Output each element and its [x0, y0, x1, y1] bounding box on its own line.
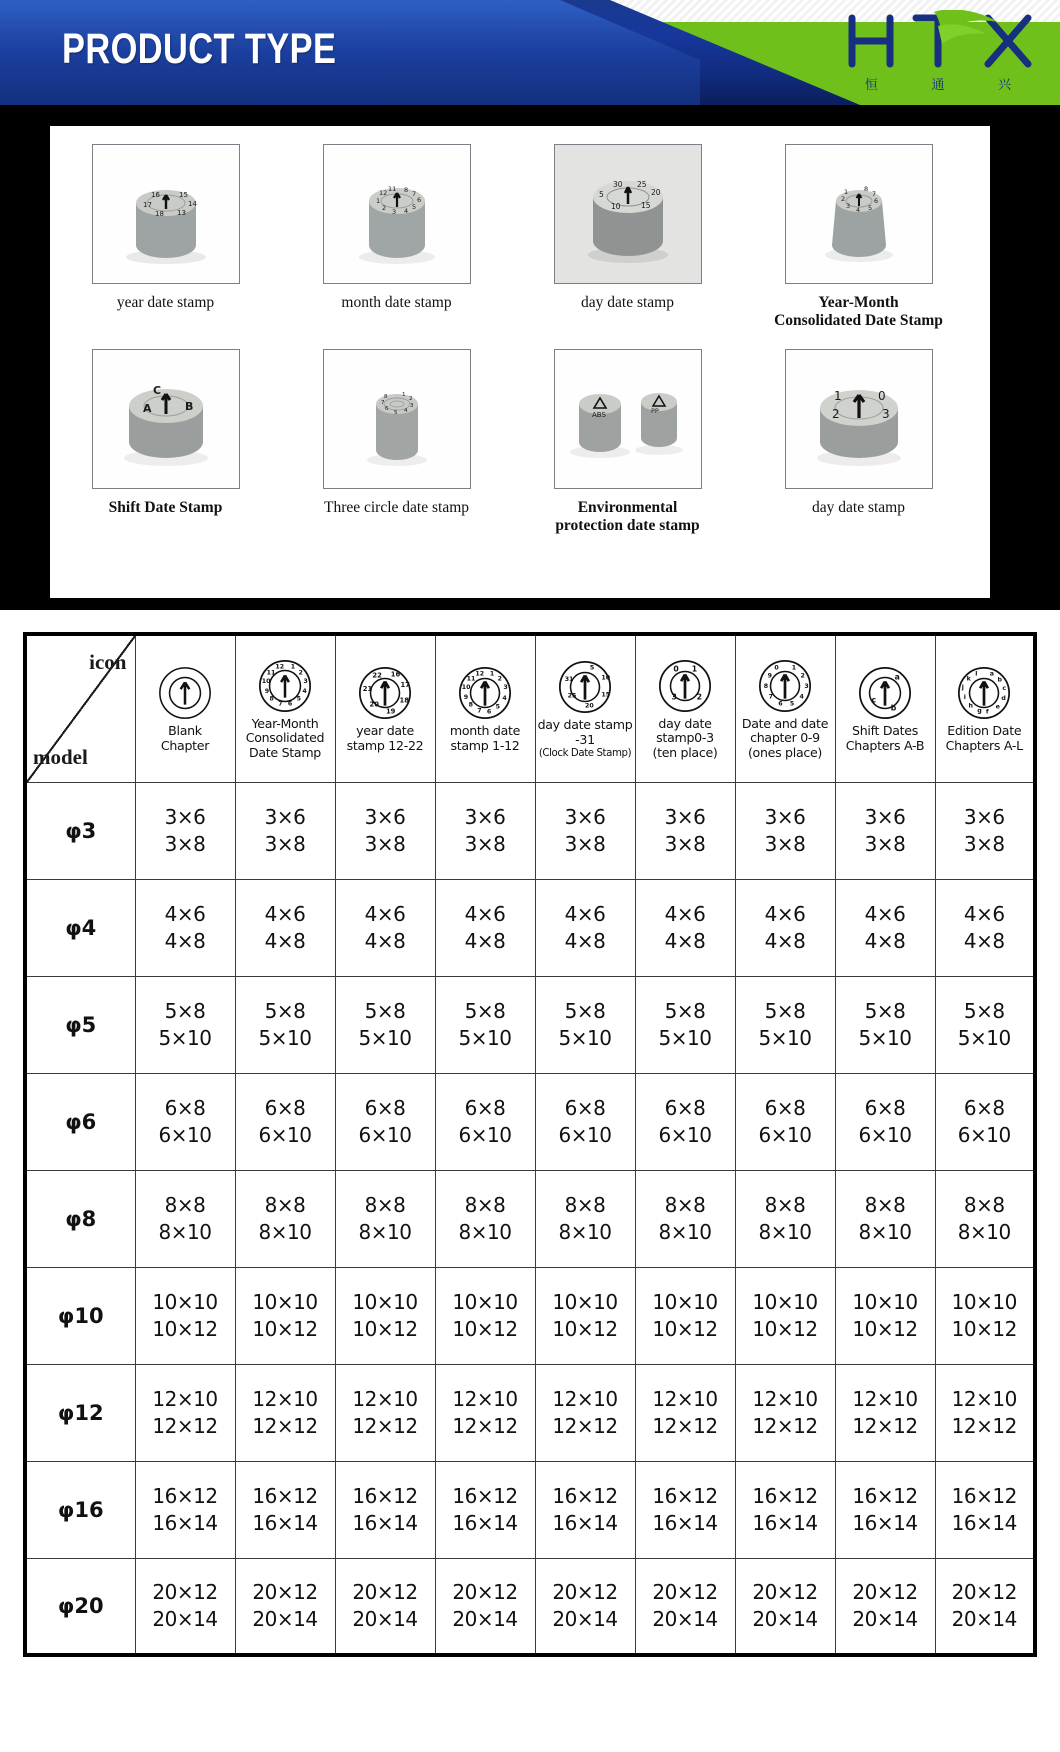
svg-text:8: 8 [468, 701, 473, 709]
svg-text:10: 10 [601, 674, 611, 682]
table-row [25, 1364, 1035, 1461]
size-value-cell: 16×12 16×14 [535, 1461, 635, 1558]
size-value-cell: 16×12 16×14 [435, 1461, 535, 1558]
svg-text:a: a [990, 670, 995, 678]
size-value-cell: 3×6 3×8 [535, 782, 635, 879]
svg-text:k: k [966, 675, 972, 683]
svg-text:d: d [1001, 694, 1007, 702]
size-value-cell: 6×8 6×10 [535, 1073, 635, 1170]
model-label-cell: φ3 [25, 782, 135, 879]
svg-text:4: 4 [403, 207, 408, 215]
size-value-cell: 12×10 12×12 [835, 1364, 935, 1461]
column-header-label: day date stamp0-3 (ten place) [652, 715, 718, 761]
svg-text:15: 15 [601, 691, 611, 699]
svg-text:l: l [975, 670, 978, 678]
size-value-cell: 3×6 3×8 [335, 782, 435, 879]
svg-text:6: 6 [416, 196, 421, 204]
svg-text:15: 15 [640, 201, 651, 210]
month-date-stamp-photo [323, 144, 471, 284]
svg-text:c: c [871, 695, 877, 705]
day-date-stamp-photo-2 [785, 349, 933, 489]
svg-text:17: 17 [400, 681, 410, 690]
year-date-stamp-12-22-icon [356, 664, 414, 722]
svg-text:7: 7 [411, 190, 416, 198]
svg-text:6: 6 [873, 197, 878, 205]
svg-text:9: 9 [264, 687, 270, 695]
svg-text:b: b [997, 676, 1003, 684]
size-value-cell: 6×8 6×10 [335, 1073, 435, 1170]
svg-text:1: 1 [375, 197, 380, 205]
size-value-cell: 5×8 5×10 [135, 976, 235, 1073]
table-column-header [935, 634, 1035, 782]
table-row [25, 1558, 1035, 1655]
table-row [25, 976, 1035, 1073]
table-corner-cell [25, 634, 135, 782]
logo-cn-char-1: 恒 [864, 78, 878, 93]
size-value-cell: 20×12 20×14 [935, 1558, 1035, 1655]
gallery-caption: month date stamp [341, 294, 452, 311]
size-value-cell: 5×8 5×10 [735, 976, 835, 1073]
blank-chapter-stamp-icon [156, 664, 214, 722]
svg-text:B: B [184, 399, 193, 413]
svg-text:2: 2 [831, 406, 840, 421]
size-value-cell: 12×10 12×12 [935, 1364, 1035, 1461]
svg-text:a: a [894, 672, 900, 682]
svg-text:30: 30 [612, 180, 623, 189]
company-logo [838, 8, 1038, 103]
svg-text:6: 6 [384, 405, 388, 412]
shift-date-stamp-photo [92, 349, 240, 489]
size-value-cell: 16×12 16×14 [335, 1461, 435, 1558]
svg-text:1: 1 [290, 663, 296, 671]
gallery-caption: year date stamp [116, 294, 215, 311]
size-value-cell: 6×8 6×10 [935, 1073, 1035, 1170]
corner-icon-label: icon [89, 650, 127, 674]
size-value-cell: 16×12 16×14 [835, 1461, 935, 1558]
page-title: PRODUCT TYPE [62, 25, 337, 73]
svg-text:f: f [986, 708, 989, 716]
svg-text:17: 17 [142, 201, 152, 209]
size-value-cell: 16×12 16×14 [735, 1461, 835, 1558]
svg-text:31: 31 [564, 676, 574, 684]
svg-text:19: 19 [385, 707, 396, 716]
svg-text:3: 3 [303, 677, 308, 685]
model-label-cell: φ4 [25, 879, 135, 976]
svg-text:5: 5 [296, 695, 301, 703]
svg-text:25: 25 [636, 180, 647, 189]
size-value-cell: 5×8 5×10 [235, 976, 335, 1073]
svg-text:13: 13 [176, 209, 186, 217]
size-value-cell: 10×10 10×12 [335, 1267, 435, 1364]
size-value-cell: 6×8 6×10 [835, 1073, 935, 1170]
size-value-cell: 8×8 8×10 [635, 1170, 735, 1267]
svg-text:g: g [977, 707, 982, 715]
table-row [25, 1170, 1035, 1267]
table-column-header [435, 634, 535, 782]
svg-text:3: 3 [503, 684, 508, 692]
table-column-header [235, 634, 335, 782]
gallery-item [746, 331, 971, 536]
size-value-cell: 16×12 16×14 [135, 1461, 235, 1558]
size-value-cell: 4×6 4×8 [435, 879, 535, 976]
svg-text:4: 4 [502, 694, 507, 702]
specification-table [23, 632, 1037, 1657]
day-date-stamp-0-3-ten-place-icon [656, 657, 714, 715]
size-value-cell: 5×8 5×10 [335, 976, 435, 1073]
model-label-cell: φ6 [25, 1073, 135, 1170]
svg-text:7: 7 [278, 699, 283, 707]
table-column-header [335, 634, 435, 782]
gallery-caption: Environmental protection date stamp [555, 498, 700, 534]
table-column-header [535, 634, 635, 782]
gallery-caption: day date stamp [812, 498, 905, 516]
svg-text:1: 1 [691, 664, 698, 674]
gallery-item [53, 331, 278, 536]
table-column-header [735, 634, 835, 782]
year-month-consolidated-date-stamp-photo [785, 144, 933, 284]
svg-text:18: 18 [154, 210, 164, 218]
svg-text:3: 3 [845, 202, 850, 210]
size-value-cell: 10×10 10×12 [535, 1267, 635, 1364]
logo-chinese-characters [838, 74, 1038, 93]
gallery-caption: Three circle date stamp [323, 498, 470, 516]
gallery-caption: Year-Month Consolidated Date Stamp [774, 294, 943, 330]
svg-text:0: 0 [673, 664, 679, 674]
page-header-banner [0, 0, 1060, 113]
size-value-cell: 3×6 3×8 [135, 782, 235, 879]
size-value-cell: 8×8 8×10 [135, 1170, 235, 1267]
size-value-cell: 5×8 5×10 [935, 976, 1035, 1073]
logo-htx-letters [838, 10, 1038, 72]
svg-text:25: 25 [567, 692, 577, 700]
gallery-row-1 [50, 126, 990, 331]
size-value-cell: 3×6 3×8 [635, 782, 735, 879]
size-value-cell: 5×8 5×10 [535, 976, 635, 1073]
size-value-cell: 20×12 20×14 [635, 1558, 735, 1655]
svg-text:8: 8 [403, 186, 408, 194]
table-column-header [835, 634, 935, 782]
column-header-label: Date and date chapter 0-9 (ones place) [741, 715, 829, 761]
table-column-header [635, 634, 735, 782]
size-value-cell: 3×6 3×8 [235, 782, 335, 879]
model-label-cell: φ8 [25, 1170, 135, 1267]
svg-text:0: 0 [877, 388, 886, 403]
svg-text:b: b [890, 703, 897, 713]
svg-text:j: j [962, 684, 965, 692]
svg-text:11: 11 [466, 675, 476, 683]
size-value-cell: 12×10 12×12 [335, 1364, 435, 1461]
size-value-cell: 8×8 8×10 [835, 1170, 935, 1267]
size-value-cell: 6×8 6×10 [135, 1073, 235, 1170]
size-value-cell: 20×12 20×14 [235, 1558, 335, 1655]
size-value-cell: 8×8 8×10 [435, 1170, 535, 1267]
size-value-cell: 4×6 4×8 [535, 879, 635, 976]
day-date-stamp-31-icon [556, 658, 614, 716]
svg-text:1: 1 [791, 664, 797, 672]
svg-text:14: 14 [187, 200, 197, 208]
svg-text:20: 20 [585, 702, 594, 710]
svg-text:5: 5 [789, 699, 795, 707]
column-header-label: month date stamp 1-12 [449, 723, 521, 753]
svg-text:16: 16 [150, 191, 160, 199]
size-value-cell: 10×10 10×12 [435, 1267, 535, 1364]
size-value-cell: 4×6 4×8 [635, 879, 735, 976]
size-value-cell: 5×8 5×10 [835, 976, 935, 1073]
svg-text:5: 5 [867, 204, 872, 212]
svg-text:3: 3 [671, 692, 677, 702]
model-label-cell: φ10 [25, 1267, 135, 1364]
svg-text:5: 5 [495, 703, 501, 711]
svg-text:2: 2 [408, 395, 412, 402]
gallery-item [515, 331, 740, 536]
svg-text:6: 6 [778, 699, 783, 707]
corner-model-label: model [33, 744, 88, 769]
specification-table-section [0, 610, 1060, 1657]
svg-text:h: h [968, 702, 974, 710]
svg-text:7: 7 [871, 190, 876, 198]
size-value-cell: 12×10 12×12 [135, 1364, 235, 1461]
gallery-caption: Shift Date Stamp [108, 498, 223, 516]
date-and-date-chapter-0-9-ones-place-icon [756, 657, 814, 715]
column-header-label: year date stamp 12-22 [346, 723, 424, 753]
svg-text:e: e [995, 703, 1001, 711]
column-header-label: Edition Date Chapters A-L [945, 723, 1023, 753]
logo-cn-char-3: 兴 [998, 78, 1012, 93]
size-value-cell: 12×10 12×12 [535, 1364, 635, 1461]
size-value-cell: 4×6 4×8 [335, 879, 435, 976]
size-value-cell: 8×8 8×10 [935, 1170, 1035, 1267]
size-value-cell: 6×8 6×10 [635, 1073, 735, 1170]
year-month-consolidated-date-stamp-icon [256, 657, 314, 715]
table-row [25, 1267, 1035, 1364]
gallery-item [53, 126, 278, 331]
svg-text:2: 2 [696, 692, 702, 702]
svg-text:2: 2 [298, 669, 303, 677]
svg-text:1: 1 [833, 388, 842, 403]
svg-text:7: 7 [768, 693, 773, 701]
size-value-cell: 20×12 20×14 [135, 1558, 235, 1655]
svg-text:12: 12 [475, 670, 485, 678]
svg-text:4: 4 [302, 687, 307, 695]
size-value-cell: 20×12 20×14 [735, 1558, 835, 1655]
size-value-cell: 4×6 4×8 [235, 879, 335, 976]
svg-text:4: 4 [855, 206, 860, 214]
size-value-cell: 10×10 10×12 [735, 1267, 835, 1364]
svg-text:8: 8 [763, 682, 769, 690]
size-value-cell: 10×10 10×12 [135, 1267, 235, 1364]
svg-text:A: A [142, 401, 152, 415]
size-value-cell: 12×10 12×12 [635, 1364, 735, 1461]
svg-text:2: 2 [800, 671, 805, 679]
svg-text:PP: PP [650, 406, 659, 415]
size-value-cell: 12×10 12×12 [235, 1364, 335, 1461]
svg-text:7: 7 [477, 707, 482, 715]
size-value-cell: 20×12 20×14 [835, 1558, 935, 1655]
gallery-caption: day date stamp [581, 294, 674, 311]
column-header-label: Year-Month Consolidated Date Stamp [245, 715, 325, 761]
svg-text:5: 5 [393, 409, 397, 416]
svg-text:11: 11 [387, 185, 396, 193]
svg-text:4: 4 [799, 693, 804, 701]
svg-text:20: 20 [650, 188, 661, 197]
column-header-label: Blank Chapter [160, 723, 210, 753]
size-value-cell: 12×10 12×12 [435, 1364, 535, 1461]
size-value-cell: 10×10 10×12 [935, 1267, 1035, 1364]
three-circle-date-stamp-photo [323, 349, 471, 489]
svg-text:2: 2 [840, 195, 845, 203]
svg-text:9: 9 [463, 693, 469, 701]
month-date-stamp-1-12-icon [456, 664, 514, 722]
svg-text:1: 1 [489, 670, 495, 678]
model-label-cell: φ12 [25, 1364, 135, 1461]
size-value-cell: 3×6 3×8 [935, 782, 1035, 879]
size-value-cell: 3×6 3×8 [435, 782, 535, 879]
table-row [25, 1073, 1035, 1170]
svg-text:3: 3 [881, 406, 890, 421]
size-value-cell: 4×6 4×8 [935, 879, 1035, 976]
svg-text:C: C [152, 383, 161, 397]
svg-text:8: 8 [863, 185, 868, 193]
gallery-item [284, 126, 509, 331]
model-label-cell: φ20 [25, 1558, 135, 1655]
svg-text:20: 20 [369, 700, 379, 709]
svg-text:6: 6 [287, 699, 293, 707]
svg-text:15: 15 [178, 191, 188, 199]
size-value-cell: 5×8 5×10 [635, 976, 735, 1073]
model-label-cell: φ16 [25, 1461, 135, 1558]
svg-text:7: 7 [380, 399, 384, 406]
table-column-header [135, 634, 235, 782]
gallery-item [746, 126, 971, 331]
size-value-cell: 10×10 10×12 [235, 1267, 335, 1364]
svg-text:3: 3 [804, 682, 809, 690]
svg-text:3: 3 [391, 208, 396, 216]
size-value-cell: 20×12 20×14 [435, 1558, 535, 1655]
svg-text:1: 1 [843, 188, 848, 196]
size-value-cell: 20×12 20×14 [535, 1558, 635, 1655]
svg-text:10: 10 [261, 677, 271, 685]
size-value-cell: 10×10 10×12 [835, 1267, 935, 1364]
svg-text:3: 3 [409, 402, 413, 409]
svg-text:4: 4 [403, 407, 407, 414]
svg-text:16: 16 [390, 670, 401, 679]
product-gallery-white-panel [50, 126, 990, 598]
size-value-cell: 8×8 8×10 [335, 1170, 435, 1267]
size-value-cell: 12×10 12×12 [735, 1364, 835, 1461]
svg-text:8: 8 [269, 695, 274, 703]
size-value-cell: 5×8 5×10 [435, 976, 535, 1073]
column-header-label: day date stamp -31 (Clock Date Stamp) [537, 717, 633, 759]
gallery-row-2 [50, 331, 990, 536]
svg-text:0: 0 [774, 664, 779, 672]
product-gallery-section [0, 113, 1060, 610]
svg-text:10: 10 [610, 202, 621, 211]
size-value-cell: 4×6 4×8 [135, 879, 235, 976]
table-row [25, 782, 1035, 879]
size-value-cell: 6×8 6×10 [435, 1073, 535, 1170]
svg-text:22: 22 [372, 671, 382, 680]
size-value-cell: 3×6 3×8 [835, 782, 935, 879]
model-label-cell: φ5 [25, 976, 135, 1073]
day-date-stamp-photo [554, 144, 702, 284]
size-value-cell: 4×6 4×8 [735, 879, 835, 976]
gallery-item [284, 331, 509, 536]
logo-cn-char-2: 通 [931, 78, 945, 93]
svg-text:10: 10 [461, 684, 471, 692]
gallery-item [515, 126, 740, 331]
svg-text:2: 2 [381, 204, 386, 212]
table-row [25, 879, 1035, 976]
svg-text:1: 1 [401, 391, 405, 398]
shift-dates-chapters-a-b-icon [856, 664, 914, 722]
year-date-stamp-photo [92, 144, 240, 284]
column-header-label: Shift Dates Chapters A-B [845, 723, 925, 753]
svg-text:12: 12 [378, 189, 387, 197]
size-value-cell: 16×12 16×14 [635, 1461, 735, 1558]
svg-text:5: 5 [598, 190, 604, 199]
svg-text:12: 12 [275, 663, 285, 671]
svg-text:11: 11 [266, 669, 276, 677]
svg-text:9: 9 [767, 671, 772, 679]
table-header-row [25, 634, 1035, 782]
svg-text:21: 21 [362, 685, 373, 694]
size-value-cell: 6×8 6×10 [735, 1073, 835, 1170]
size-value-cell: 4×6 4×8 [835, 879, 935, 976]
size-value-cell: 6×8 6×10 [235, 1073, 335, 1170]
size-value-cell: 8×8 8×10 [235, 1170, 335, 1267]
specification-table-body [25, 782, 1035, 1655]
svg-text:ABS: ABS [591, 410, 606, 419]
edition-date-chapters-a-l-icon [955, 664, 1013, 722]
size-value-cell: 16×12 16×14 [935, 1461, 1035, 1558]
environmental-protection-date-stamp-photo [554, 349, 702, 489]
size-value-cell: 8×8 8×10 [735, 1170, 835, 1267]
size-value-cell: 3×6 3×8 [735, 782, 835, 879]
svg-text:18: 18 [399, 696, 409, 705]
size-value-cell: 8×8 8×10 [535, 1170, 635, 1267]
size-value-cell: 20×12 20×14 [335, 1558, 435, 1655]
svg-text:5: 5 [589, 664, 595, 672]
svg-text:2: 2 [497, 675, 502, 683]
svg-text:8: 8 [383, 393, 387, 400]
size-value-cell: 16×12 16×14 [235, 1461, 335, 1558]
svg-text:i: i [963, 693, 967, 701]
svg-text:5: 5 [411, 203, 416, 211]
size-value-cell: 10×10 10×12 [635, 1267, 735, 1364]
svg-text:6: 6 [486, 708, 492, 716]
svg-text:c: c [1002, 685, 1007, 693]
table-row [25, 1461, 1035, 1558]
